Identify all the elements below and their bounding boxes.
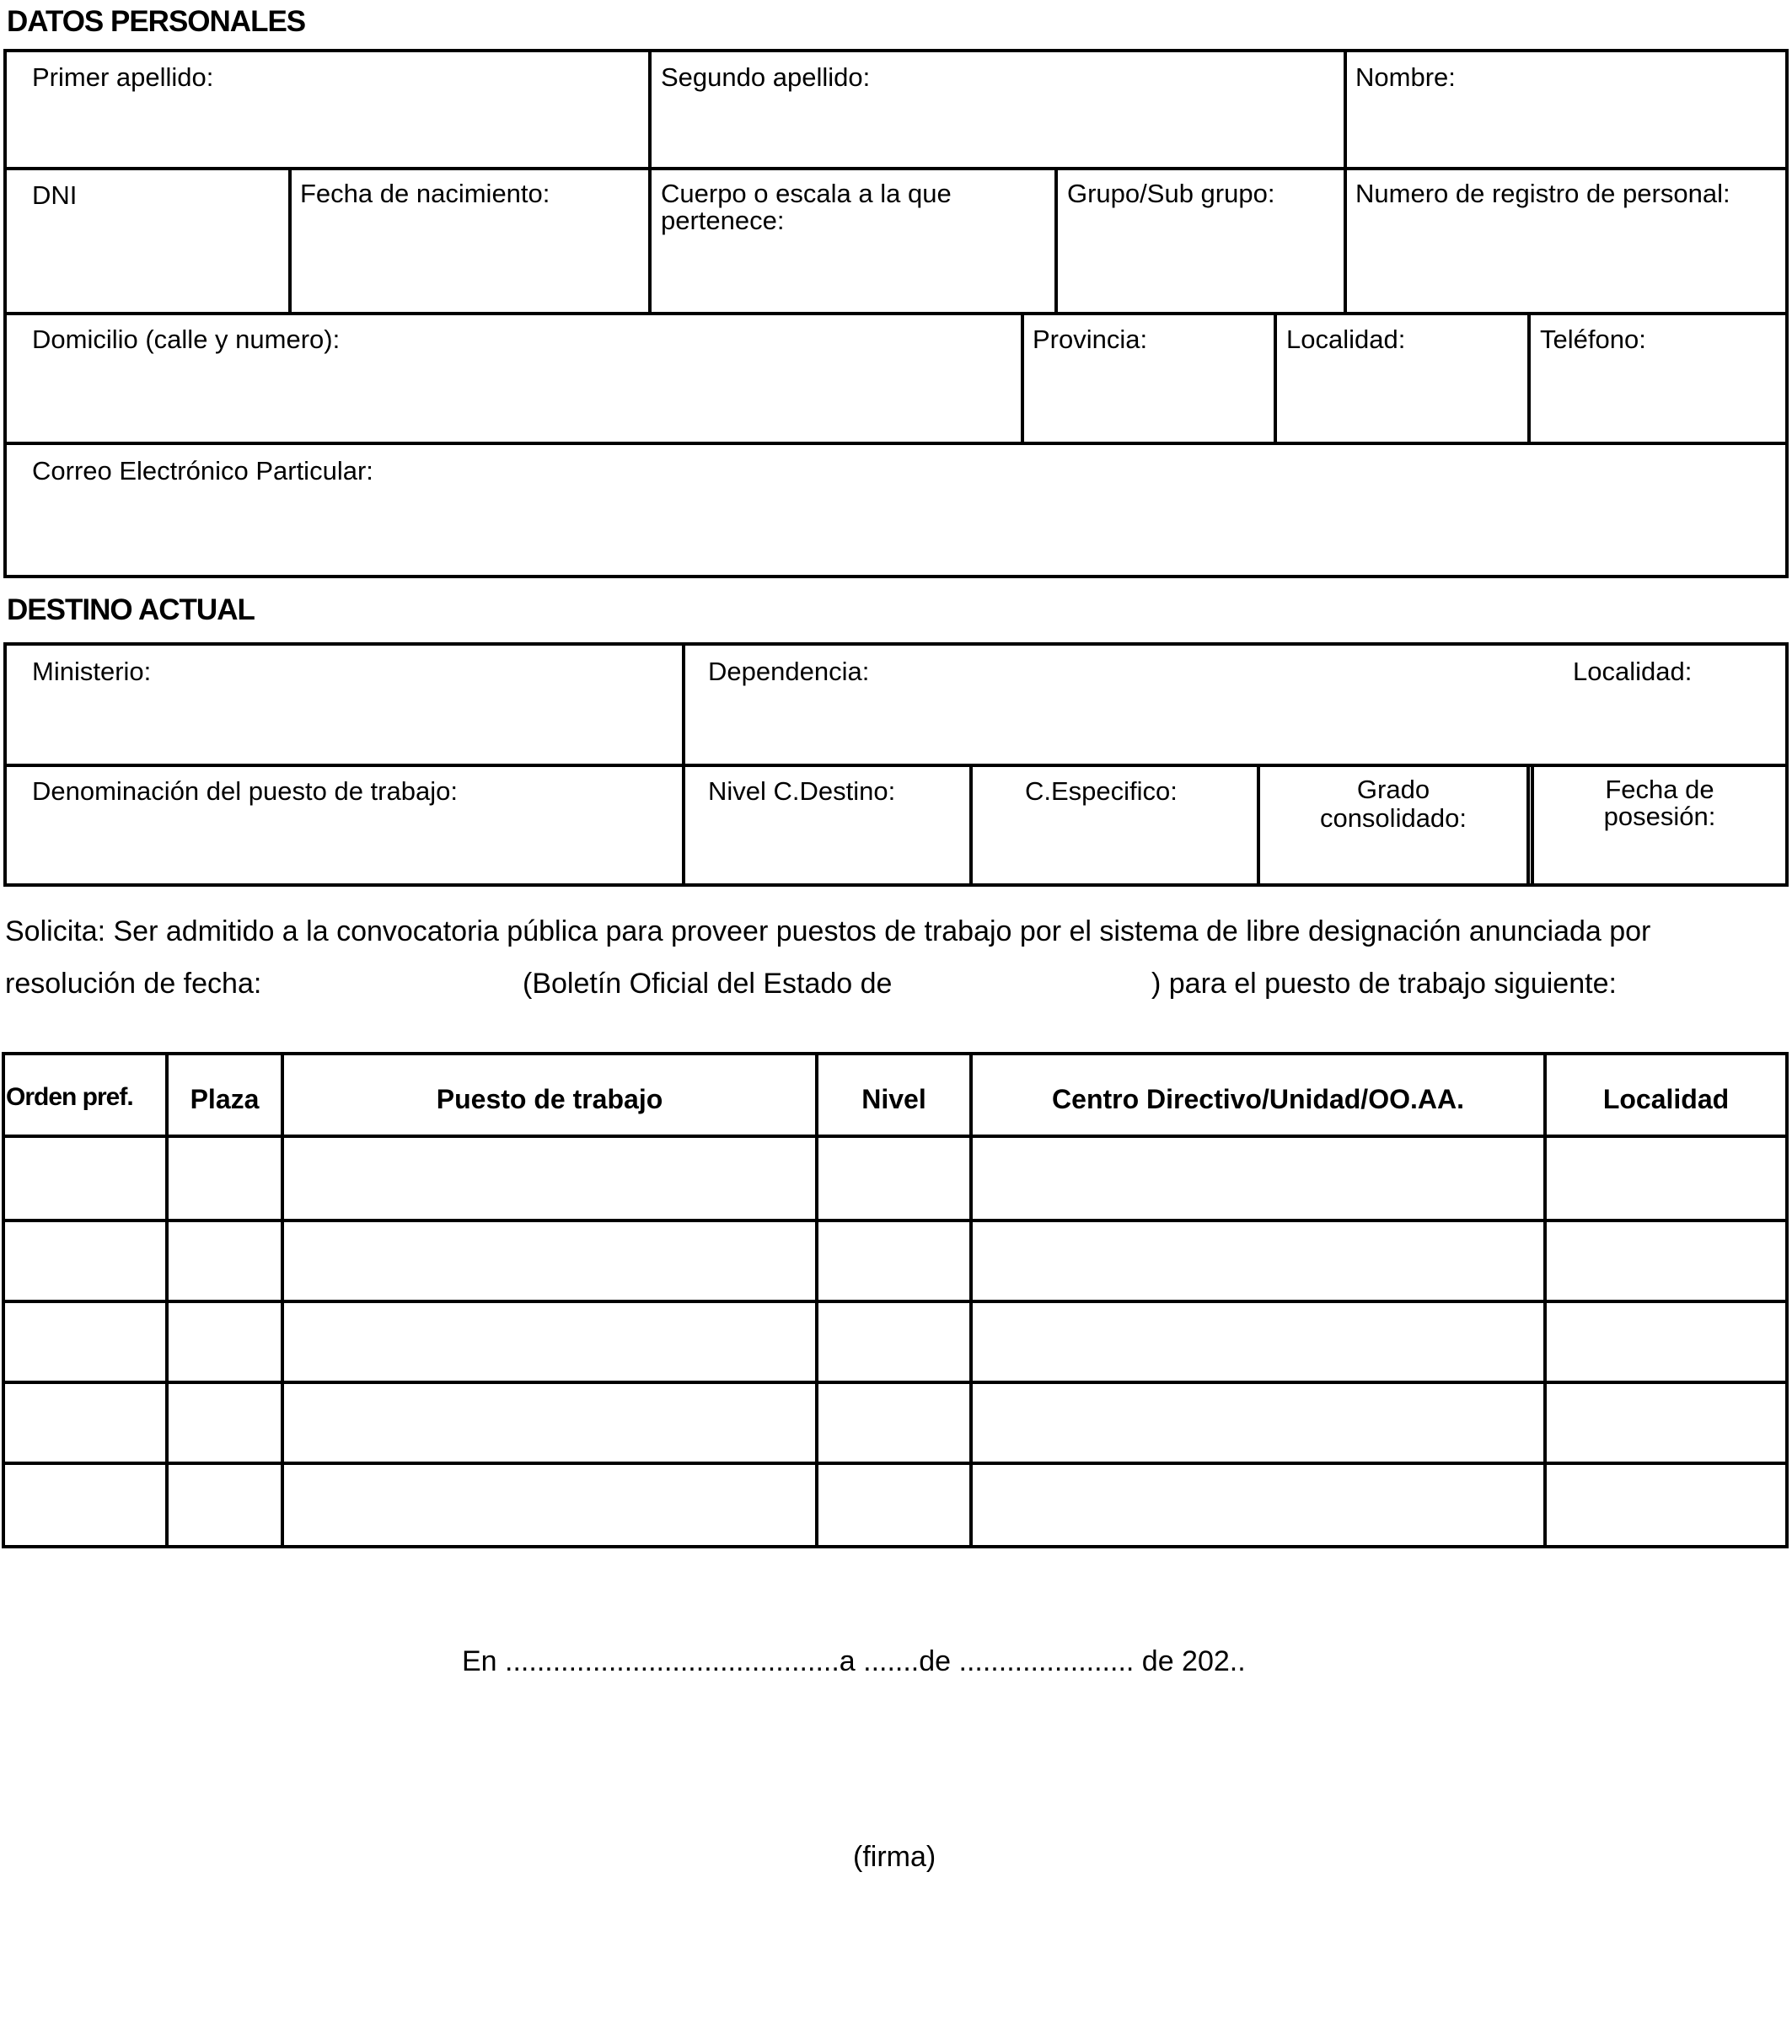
telefono-field[interactable]: Teléfono:	[1540, 325, 1646, 354]
col-header-puesto: Puesto de trabajo	[436, 1084, 663, 1114]
nombre-field[interactable]: Nombre:	[1355, 62, 1456, 92]
col-header-nivel: Nivel	[861, 1084, 926, 1114]
section-heading-destino-actual: DESTINO ACTUAL	[7, 593, 255, 626]
table-row[interactable]	[5, 1303, 1785, 1381]
grupo-field[interactable]: Grupo/Sub grupo:	[1067, 179, 1275, 208]
table-row[interactable]	[5, 1384, 1785, 1462]
primer-apellido-field[interactable]: Primer apellido:	[32, 62, 214, 92]
fecha-posesion-field-line1[interactable]: Fecha de	[1605, 775, 1714, 804]
nivel-destino-field[interactable]: Nivel C.Destino:	[708, 776, 896, 806]
table-row[interactable]	[5, 1222, 1785, 1300]
cuerpo-escala-field-line1[interactable]: Cuerpo o escala a la que	[661, 179, 952, 208]
denominacion-puesto-field[interactable]: Denominación del puesto de trabajo:	[32, 776, 458, 806]
col-header-plaza: Plaza	[190, 1084, 260, 1114]
ministerio-field[interactable]: Ministerio:	[32, 657, 152, 686]
col-header-localidad: Localidad	[1602, 1084, 1730, 1114]
place-date-line[interactable]: En ..........................................a .......de ...................... de 202..	[462, 1645, 1246, 1677]
fecha-nacimiento-field[interactable]: Fecha de nacimiento:	[300, 179, 550, 208]
fecha-posesion-field-line2: posesión:	[1603, 802, 1716, 831]
provincia-field[interactable]: Provincia:	[1033, 325, 1148, 354]
solicita-puesto-label: ) para el puesto de trabajo siguiente:	[1151, 968, 1617, 1000]
dni-field[interactable]: DNI	[32, 180, 78, 210]
localidad-field[interactable]: Localidad:	[1286, 325, 1406, 354]
complemento-especifico-field[interactable]: C.Especifico:	[1025, 776, 1178, 806]
correo-field[interactable]: Correo Electrónico Particular:	[32, 456, 373, 486]
section-heading-datos-personales: DATOS PERSONALES	[7, 5, 306, 38]
registro-personal-field[interactable]: Numero de registro de personal:	[1355, 179, 1730, 208]
solicita-text-line1: Solicita: Ser admitido a la convocatoria pública para proveer puestos de trabajo por el sistema de libre designación anunciada por	[5, 915, 1651, 947]
destino-localidad-field[interactable]: Localidad:	[1573, 657, 1693, 686]
cuerpo-escala-field-line2: pertenece:	[661, 206, 785, 235]
solicita-resolucion-label: resolución de fecha:	[5, 968, 262, 1000]
domicilio-field[interactable]: Domicilio (calle y numero):	[32, 325, 341, 354]
table-row[interactable]	[5, 1138, 1785, 1219]
dependencia-field[interactable]: Dependencia:	[708, 657, 870, 686]
col-header-centro: Centro Directivo/Unidad/OO.AA.	[1052, 1084, 1464, 1114]
grado-consolidado-field-line2: consolidado:	[1319, 803, 1467, 833]
segundo-apellido-field[interactable]: Segundo apellido:	[661, 62, 871, 92]
col-header-orden: Orden pref.	[6, 1083, 133, 1111]
table-row[interactable]	[5, 1465, 1785, 1545]
grado-consolidado-field-line1[interactable]: Grado	[1356, 775, 1430, 804]
solicita-boe-label: (Boletín Oficial del Estado de	[523, 968, 893, 1000]
firma-label: (firma)	[853, 1841, 936, 1873]
